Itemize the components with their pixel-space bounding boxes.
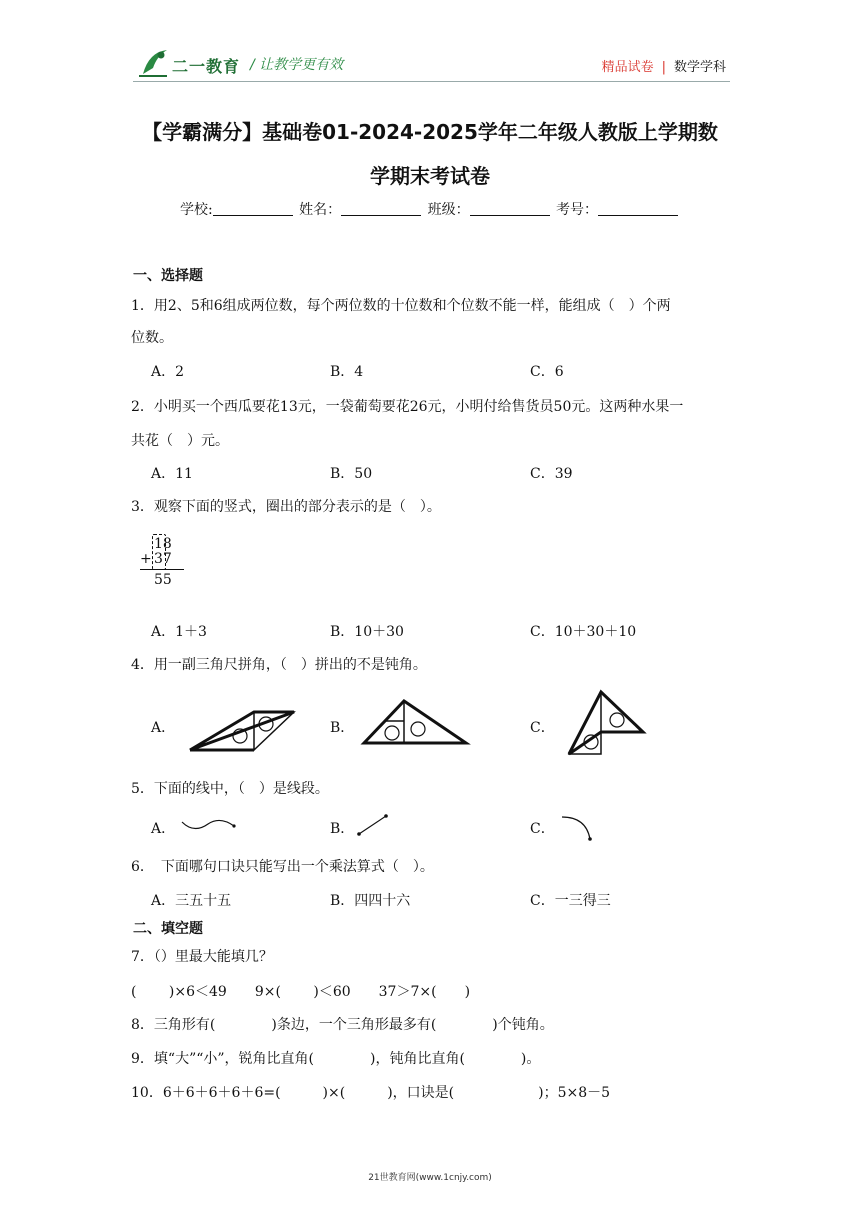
header-right bbox=[602, 56, 726, 75]
q3-vc-result: 55 bbox=[154, 572, 172, 588]
q8-text[interactable]: 8．三角形有( )条边，一个三角形最多有( )个钝角。 bbox=[131, 1017, 554, 1033]
q5-text-line1: 5．下面的线中，（ ）是线段。 bbox=[131, 781, 329, 797]
q1-text-line1: 1．用2、5和6组成两位数，每个两位数的十位数和个位数不能一样，能组成（ ）个两 bbox=[131, 298, 671, 314]
header-rule bbox=[133, 81, 730, 82]
premium-label: 精品试卷 bbox=[601, 60, 654, 75]
exam-no-label: 考号： bbox=[556, 202, 599, 218]
q4-option-c[interactable]: C． bbox=[530, 720, 555, 736]
q9-text[interactable]: 9．填“大”“小”，锐角比直角( )，钝角比直角( )。 bbox=[131, 1051, 541, 1067]
logo-text: 二一教育 bbox=[172, 57, 241, 76]
q2-option-c[interactable]: C．39 bbox=[530, 466, 573, 482]
subject-label: 数学学科 bbox=[673, 60, 726, 75]
q7-text-line1: 7．（）里最大能填几？ bbox=[131, 949, 273, 965]
q3-option-b[interactable]: B．10＋30 bbox=[330, 624, 404, 640]
class-blank[interactable] bbox=[470, 201, 550, 216]
q6-option-b[interactable]: B．四四十六 bbox=[330, 893, 411, 909]
class-label: 班级： bbox=[427, 202, 470, 218]
q6-text-line1: 6． 下面哪句口诀只能写出一个乘法算式（ ）。 bbox=[131, 859, 434, 875]
header-separator: | bbox=[661, 60, 666, 75]
q5-segment-b bbox=[356, 813, 390, 837]
q3-vc-top: 18 bbox=[154, 536, 172, 552]
q2-text-line1: 2．小明买一个西瓜要花13元，一袋葡萄要花26元，小明付给售货员50元。这两种水果一 bbox=[131, 399, 684, 415]
logo-icon bbox=[137, 46, 171, 78]
footer-source: 21世教育网(www.1cnjy.com) bbox=[368, 1173, 492, 1183]
page-title-line1: 【学霸满分】基础卷01-2024-2025学年二年级人教版上学期数 bbox=[142, 120, 718, 144]
q4-figure-a bbox=[186, 706, 298, 754]
q6-option-a[interactable]: A．三五十五 bbox=[151, 893, 232, 909]
q4-figure-c bbox=[565, 688, 647, 758]
q2-text-line2: 共花（ ）元。 bbox=[131, 433, 229, 449]
q2-option-b[interactable]: B．50 bbox=[330, 466, 373, 482]
q1-option-a[interactable]: A．2 bbox=[151, 364, 185, 380]
q1-option-c[interactable]: C．6 bbox=[530, 364, 564, 380]
q10-text[interactable]: 10．6＋6＋6＋6＋6=( )×( )，口诀是( )；5×8－5 bbox=[131, 1085, 611, 1101]
q2-option-a[interactable]: A．11 bbox=[151, 466, 193, 482]
q3-option-a[interactable]: A．1＋3 bbox=[151, 624, 207, 640]
name-label: 姓名： bbox=[299, 202, 342, 218]
q3-option-c[interactable]: C．10＋30＋10 bbox=[530, 624, 637, 640]
name-blank[interactable] bbox=[341, 201, 421, 216]
q3-vertical-calc bbox=[140, 536, 190, 594]
q4-figure-b bbox=[362, 697, 470, 745]
q4-option-a[interactable]: A． bbox=[151, 720, 176, 736]
q3-vc-middle: 37 bbox=[154, 551, 172, 567]
q7-text-line2[interactable]: ( )×6＜49 9×( )＜60 37＞7×( ) bbox=[131, 984, 471, 1000]
q1-option-b[interactable]: B．4 bbox=[330, 364, 364, 380]
section-choice-title: 一、选择题 bbox=[133, 268, 203, 284]
q3-vc-plus: + bbox=[140, 551, 152, 567]
exam-no-blank[interactable] bbox=[598, 201, 678, 216]
q3-text-line1: 3．观察下面的竖式，圈出的部分表示的是（ ）。 bbox=[131, 499, 441, 515]
school-label: 学校: bbox=[179, 202, 213, 218]
q4-option-b[interactable]: B． bbox=[330, 720, 355, 736]
q3-vc-circled-part bbox=[152, 534, 166, 570]
q5-option-b[interactable]: B． bbox=[330, 821, 355, 837]
q5-option-c[interactable]: C． bbox=[530, 821, 555, 837]
student-info bbox=[0, 199, 860, 219]
q5-arc-c bbox=[560, 813, 596, 843]
q6-option-c[interactable]: C．一三得三 bbox=[530, 893, 611, 909]
section-fill-title: 二、填空题 bbox=[133, 921, 203, 937]
school-blank[interactable] bbox=[213, 201, 293, 216]
q1-text-line2: 位数。 bbox=[131, 330, 173, 346]
page-title-line2: 学期末考试卷 bbox=[370, 164, 490, 188]
q5-curve-a bbox=[180, 814, 238, 832]
q4-text-line1: 4．用一副三角尺拼角，（ ）拼出的不是钝角。 bbox=[131, 657, 427, 673]
q5-option-a[interactable]: A． bbox=[151, 821, 176, 837]
slogan: / 让教学更有效 bbox=[250, 57, 344, 73]
